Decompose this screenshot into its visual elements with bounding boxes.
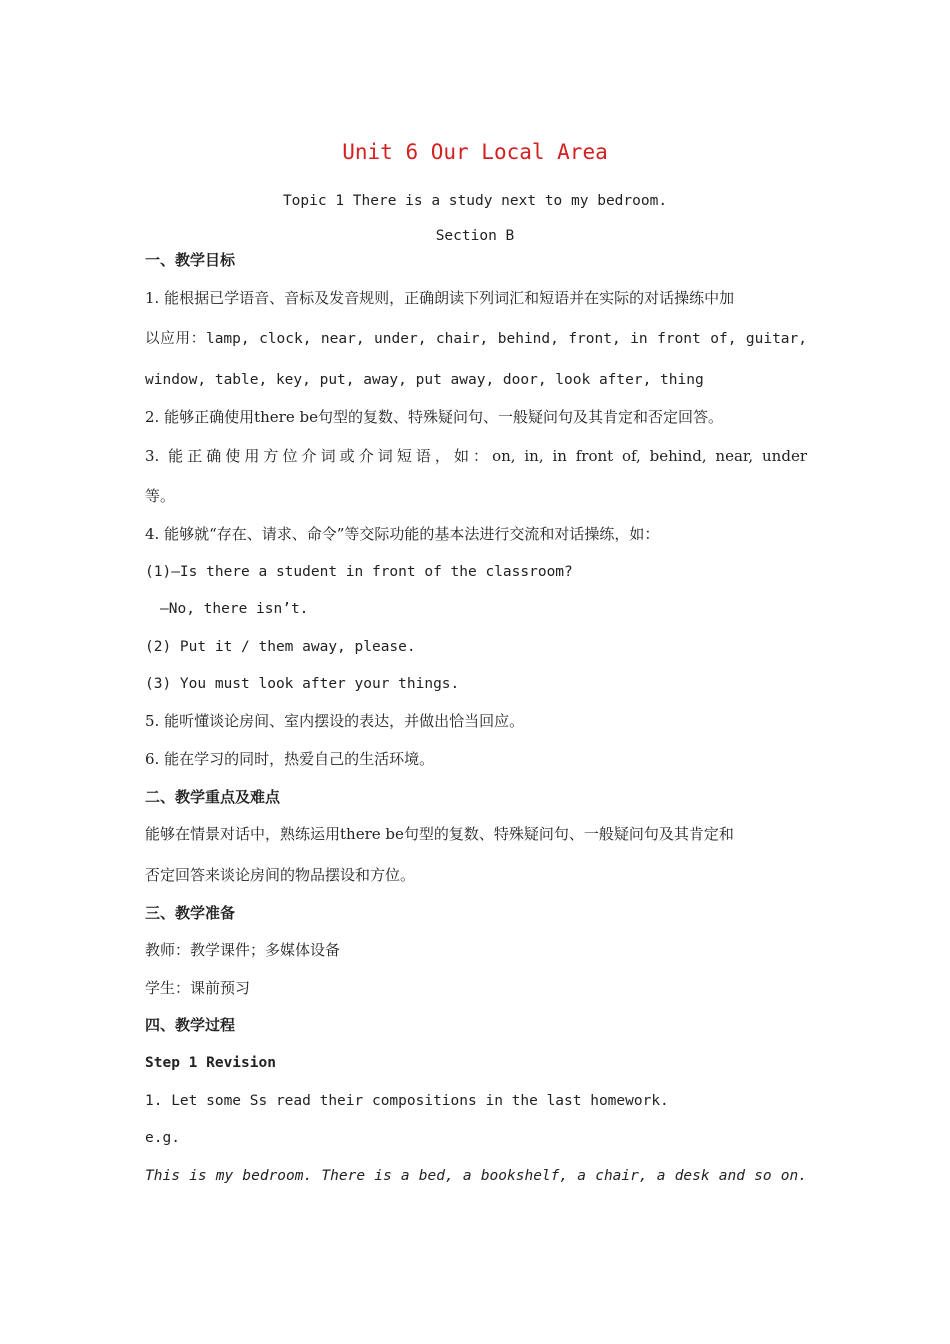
preparation-teacher: 教师：教学课件；多媒体设备 xyxy=(145,941,341,959)
goal-1-line-3: window, table, key, put, away, put away, door, look after, thing xyxy=(145,372,704,388)
goal-1-line-2: 以应用：lamp, clock, near, under, chair, behind, front, in front of, guitar, xyxy=(145,331,807,347)
heading-preparation: 三、教学准备 xyxy=(145,904,236,922)
heading-teaching-goals: 一、教学目标 xyxy=(145,251,236,269)
example-3: (3) You must look after your things. xyxy=(145,676,460,692)
step-1-heading: Step 1 Revision xyxy=(145,1055,276,1071)
example-1-answer: —No, there isn’t. xyxy=(160,601,309,617)
example-1-question: (1)—Is there a student in front of the classroom? xyxy=(145,564,573,580)
topic-heading: Topic 1 There is a study next to my bedroom. xyxy=(282,193,668,209)
goal-5: 5. 能听懂谈论房间、室内摆设的表达，并做出恰当回应。 xyxy=(145,712,525,730)
step-1-item-1: 1. Let some Ss read their compositions in the last homework. xyxy=(145,1093,669,1109)
section-heading: Section B xyxy=(435,228,515,244)
preparation-student: 学生：课前预习 xyxy=(145,979,251,997)
example-composition: This is my bedroom. There is a bed, a bookshelf, a chair, a desk and so on. xyxy=(145,1168,807,1184)
key-points-line-2: 否定回答来谈论房间的物品摆设和方位。 xyxy=(145,866,416,884)
goal-1-line-1: 1. 能根据已学语音、音标及发音规则，正确朗读下列词汇和短语并在实际的对话操练中加 xyxy=(145,289,735,307)
goal-3-line-2: 等。 xyxy=(145,487,176,505)
example-label: e.g. xyxy=(145,1130,180,1146)
goal-4: 4. 能够就“存在、请求、命令”等交际功能的基本法进行交流和对话操练，如： xyxy=(145,525,660,543)
goal-3-line-1: 3. 能正确使用方位介词或介词短语，如：on, in, in front of, behind, near, under xyxy=(145,447,807,465)
goal-6: 6. 能在学习的同时，热爱自己的生活环境。 xyxy=(145,750,435,768)
document-title: Unit 6 Our Local Area xyxy=(342,140,608,164)
heading-key-points: 二、教学重点及难点 xyxy=(145,788,281,806)
heading-process: 四、教学过程 xyxy=(145,1016,236,1034)
key-points-line-1: 能够在情景对话中，熟练运用there be句型的复数、特殊疑问句、一般疑问句及其肯定和 xyxy=(145,825,734,843)
example-2: (2) Put it / them away, please. xyxy=(145,639,416,655)
goal-2: 2. 能够正确使用there be句型的复数、特殊疑问句、一般疑问句及其肯定和否定回答。 xyxy=(145,408,723,426)
